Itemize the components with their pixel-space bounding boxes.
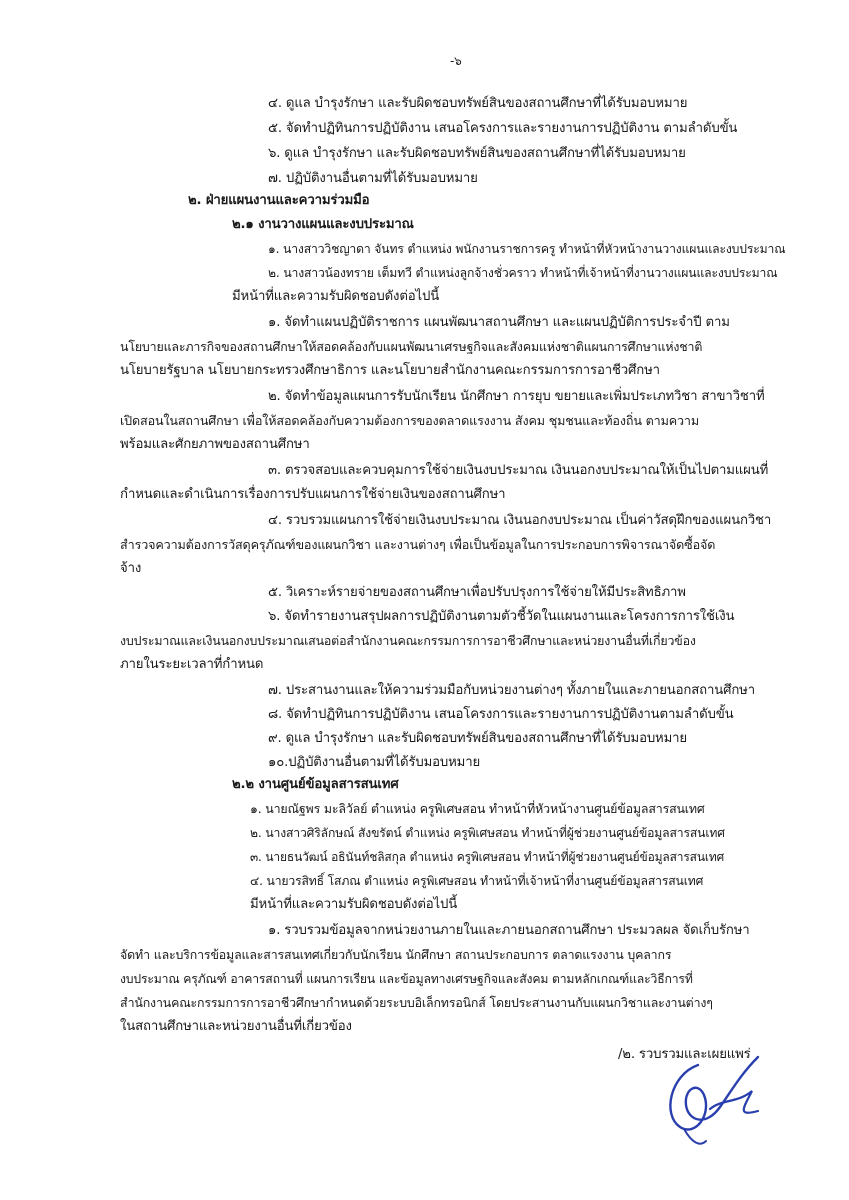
duty-line: ภายในระยะเวลาที่กำหนด: [120, 657, 264, 672]
duty-line: พร้อมและศักยภาพของสถานศึกษา: [120, 437, 310, 452]
subsection-heading: ๒.๑ งานวางแผนและงบประมาณ: [232, 217, 414, 232]
staff-line: ๔. นายวรสิทธิ์ โสภณ ตำแหน่ง ครูพิเศษสอน ทำหน้าที่เจ้าหน้าที่งานศูนย์ข้อมูลสารสนเทศ: [250, 874, 704, 888]
duty-line: ๑. จัดทำแผนปฏิบัติราชการ แผนพัฒนาสถานศึกษา และแผนปฏิบัติการประจำปี ตาม: [268, 315, 730, 330]
continuation-note: /๒. รวบรวมและเผยแพร่: [618, 1047, 751, 1062]
staff-line: ๑. นายณัฐพร มะลิวัลย์ ตำแหน่ง ครูพิเศษสอน ทำหน้าที่หัวหน้างานศูนย์ข้อมูลสารสนเทศ: [250, 801, 705, 816]
duty-line: สำรวจความต้องการวัสดุครุภัณฑ์ของแผนกวิชา และงานต่างๆ เพื่อเป็นข้อมูลในการประกอบการพิจารณาจัดซื้อจัด: [120, 537, 716, 552]
duty-line: ๓. ตรวจสอบและควบคุมการใช้จ่ายเงินงบประมาณ เงินนอกงบประมาณให้เป็นไปตามแผนที่: [268, 463, 769, 478]
staff-line: ๒. นางสาวน้องทราย เต็มทวี ตำแหน่งลูกจ้างชั่วคราว ทำหน้าที่เจ้าหน้าที่งานวางแผนและงบประมาณ: [268, 266, 778, 280]
duty-line: ๕. วิเคราะห์รายจ่ายของสถานศึกษาเพื่อปรับปรุงการใช้จ่ายให้มีประสิทธิภาพ: [268, 585, 686, 600]
duty-line: ๘. จัดทำปฏิทินการปฏิบัติงาน เสนอโครงการและรายงานการปฏิบัติงานตามลำดับขั้น: [268, 707, 734, 722]
duty-line: ๗. ประสานงานและให้ความร่วมมือกับหน่วยงานต่างๆ ทั้งภายในและภายนอกสถานศึกษา: [268, 683, 755, 698]
duty-line: ในสถานศึกษาและหน่วยงานอื่นที่เกี่ยวข้อง: [120, 1019, 352, 1034]
staff-line: ๒. นางสาวศิริลักษณ์ สังขรัตน์ ตำแหน่ง ครูพิเศษสอน ทำหน้าที่ผู้ช่วยงานศูนย์ข้อมูลสารสนเทศ: [250, 826, 725, 840]
duty-line: กำหนดและดำเนินการเรื่องการปรับแผนการใช้จ่ายเงินของสถานศึกษา: [120, 487, 506, 502]
duty-line: ๖. จัดทำรายงานสรุปผลการปฏิบัติงานตามตัวชี้วัดในแผนงานและโครงการการใช้เงิน: [268, 609, 735, 624]
duty-line: สำนักงานคณะกรรมการการอาชีวศึกษากำหนดด้วยระบบอิเล็กทรอนิกส์ โดยประสานงานกับแผนกวิชาและงานต่างๆ: [120, 995, 713, 1010]
duty-line: ๔. รวบรวมแผนการใช้จ่ายเงินงบประมาณ เงินนอกงบประมาณ เป็นค่าวัสดุฝึกของแผนกวิชา: [268, 513, 772, 528]
section-heading: ๒. ฝ่ายแผนงานและความร่วมมือ: [188, 193, 370, 208]
duty-line: นโยบายและภารกิจของสถานศึกษาให้สอดคล้องกับแผนพัฒนาเศรษฐกิจและสังคมแห่งชาติแผนการศึกษาแห่งชาติ: [120, 339, 703, 354]
list-item: ๕. จัดทำปฏิทินการปฏิบัติงาน เสนอโครงการและรายงานการปฏิบัติงาน ตามลำดับขั้น: [268, 121, 738, 136]
duty-line: จัดทำ และบริการข้อมูลและสารสนเทศเกี่ยวกับนักเรียน นักศึกษา สถานประกอบการ ตลาดแรงงาน บุคลากร: [120, 947, 672, 962]
duty-line: จ้าง: [120, 561, 142, 576]
duty-line: งบประมาณ ครุภัณฑ์ อาคารสถานที่ แผนการเรียน และข้อมูลทางเศรษฐกิจและสังคม ตามหลักเกณฑ์และวิธีการที่: [120, 972, 693, 986]
duty-line: เปิดสอนในสถานศึกษา เพื่อให้สอดคล้องกับความต้องการของตลาดแรงงาน สังคม ชุมชนและท้องถิ่น ตามความ: [120, 413, 700, 428]
duty-line: ๒. จัดทำข้อมูลแผนการรับนักเรียน นักศึกษา การยุบ ขยายและเพิ่มประเภทวิชา สาขาวิชาที่: [268, 389, 765, 404]
signature: [640, 1045, 770, 1150]
duty-intro: มีหน้าที่และความรับผิดชอบดังต่อไปนี้: [250, 897, 458, 912]
page-number: -๖: [450, 54, 462, 68]
list-item: ๖. ดูแล บำรุงรักษา และรับผิดชอบทรัพย์สินของสถานศึกษาที่ได้รับมอบหมาย: [268, 146, 686, 161]
staff-line: ๑. นางสาววิชญาดา จันทร ตำแหน่ง พนักงานราชการครู ทำหน้าที่หัวหน้างานวางแผนและงบประมาณ: [268, 242, 786, 256]
duty-line: นโยบายรัฐบาล นโยบายกระทรวงศึกษาธิการ และนโยบายสำนักงานคณะกรรมการการอาชีวศึกษา: [120, 363, 660, 378]
duty-line: ๙. ดูแล บำรุงรักษา และรับผิดชอบทรัพย์สินของสถานศึกษาที่ได้รับมอบหมาย: [268, 731, 687, 746]
list-item: ๗. ปฏิบัติงานอื่นตามที่ได้รับมอบหมาย: [268, 171, 478, 186]
staff-line: ๓. นายธนวัฒน์ อธินันท์ชลิสกุล ตำแหน่ง ครูพิเศษสอน ทำหน้าที่ผู้ช่วยงานศูนย์ข้อมูลสารสนเทศ: [250, 850, 725, 864]
duty-line: ๑๐.ปฏิบัติงานอื่นตามที่ได้รับมอบหมาย: [268, 755, 481, 770]
subsection-heading: ๒.๒ งานศูนย์ข้อมูลสารสนเทศ: [232, 777, 399, 792]
duty-line: ๑. รวบรวมข้อมูลจากหน่วยงานภายในและภายนอกสถานศึกษา ประมวลผล จัดเก็บรักษา: [268, 923, 750, 938]
duty-intro: มีหน้าที่และความรับผิดชอบดังต่อไปนี้: [232, 289, 440, 304]
list-item: ๔. ดูแล บำรุงรักษา และรับผิดชอบทรัพย์สินของสถานศึกษาที่ได้รับมอบหมาย: [268, 96, 688, 111]
duty-line: งบประมาณและเงินนอกงบประมาณเสนอต่อสำนักงานคณะกรรมการการอาชีวศึกษาและหน่วยงานอื่นที่เกี่ยวข้อง: [120, 633, 696, 648]
